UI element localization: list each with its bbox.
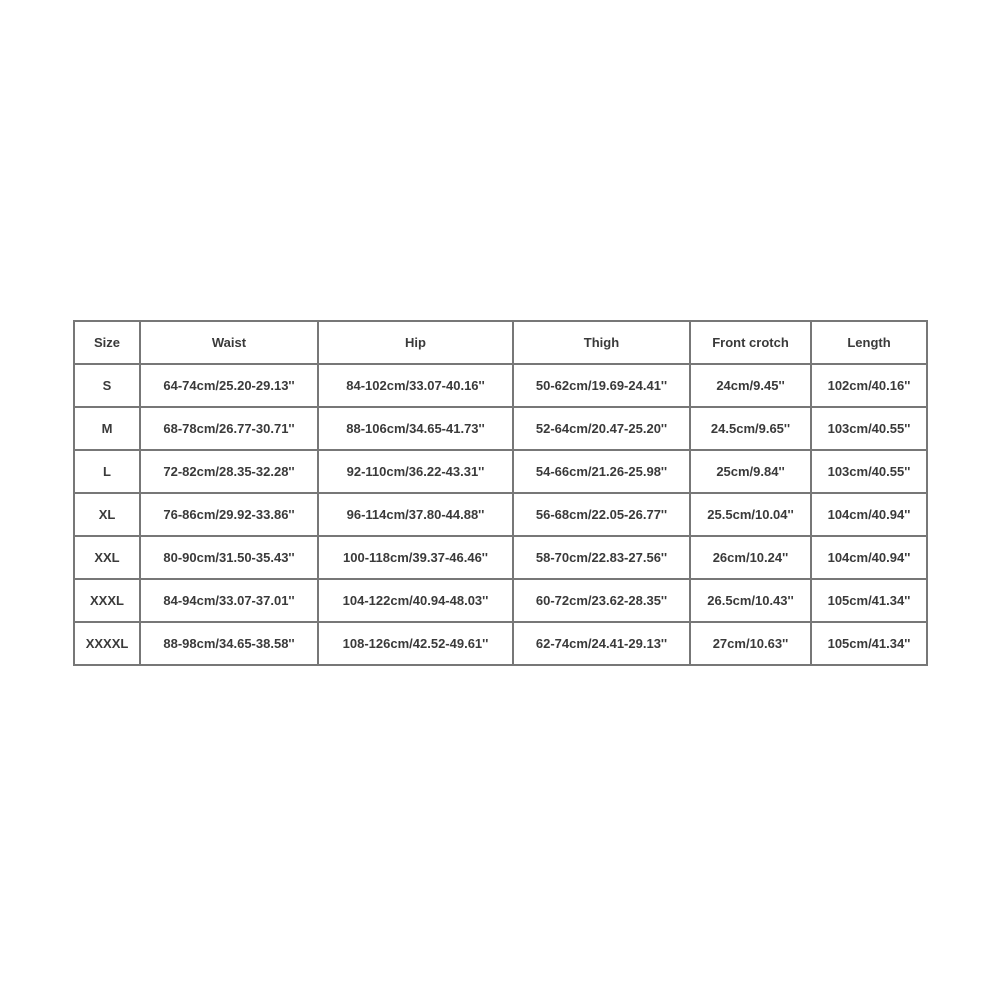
cell-hip: 96-114cm/37.80-44.88'' <box>318 493 513 536</box>
cell-length: 102cm/40.16'' <box>811 364 927 407</box>
cell-length: 104cm/40.94'' <box>811 493 927 536</box>
header-hip: Hip <box>318 321 513 364</box>
cell-hip: 92-110cm/36.22-43.31'' <box>318 450 513 493</box>
cell-front-crotch: 27cm/10.63'' <box>690 622 811 665</box>
table-row <box>74 450 927 493</box>
cell-front-crotch: 26cm/10.24'' <box>690 536 811 579</box>
cell-length: 104cm/40.94'' <box>811 536 927 579</box>
cell-waist: 68-78cm/26.77-30.71'' <box>140 407 318 450</box>
header-thigh: Thigh <box>513 321 690 364</box>
header-size: Size <box>74 321 140 364</box>
cell-front-crotch: 24cm/9.45'' <box>690 364 811 407</box>
cell-size: XL <box>74 493 140 536</box>
cell-thigh: 54-66cm/21.26-25.98'' <box>513 450 690 493</box>
table-row <box>74 407 927 450</box>
cell-length: 105cm/41.34'' <box>811 622 927 665</box>
cell-waist: 88-98cm/34.65-38.58'' <box>140 622 318 665</box>
cell-thigh: 58-70cm/22.83-27.56'' <box>513 536 690 579</box>
cell-length: 103cm/40.55'' <box>811 407 927 450</box>
cell-hip: 108-126cm/42.52-49.61'' <box>318 622 513 665</box>
table-row <box>74 579 927 622</box>
cell-waist: 64-74cm/25.20-29.13'' <box>140 364 318 407</box>
cell-length: 103cm/40.55'' <box>811 450 927 493</box>
cell-size: XXL <box>74 536 140 579</box>
cell-front-crotch: 26.5cm/10.43'' <box>690 579 811 622</box>
cell-size: L <box>74 450 140 493</box>
cell-size: XXXXL <box>74 622 140 665</box>
header-front-crotch: Front crotch <box>690 321 811 364</box>
table-header-row <box>74 321 927 364</box>
table-row <box>74 536 927 579</box>
cell-hip: 88-106cm/34.65-41.73'' <box>318 407 513 450</box>
cell-thigh: 50-62cm/19.69-24.41'' <box>513 364 690 407</box>
cell-thigh: 56-68cm/22.05-26.77'' <box>513 493 690 536</box>
header-length: Length <box>811 321 927 364</box>
cell-thigh: 60-72cm/23.62-28.35'' <box>513 579 690 622</box>
cell-front-crotch: 24.5cm/9.65'' <box>690 407 811 450</box>
cell-thigh: 52-64cm/20.47-25.20'' <box>513 407 690 450</box>
cell-size: M <box>74 407 140 450</box>
cell-front-crotch: 25.5cm/10.04'' <box>690 493 811 536</box>
table-row <box>74 622 927 665</box>
cell-size: XXXL <box>74 579 140 622</box>
cell-waist: 76-86cm/29.92-33.86'' <box>140 493 318 536</box>
cell-thigh: 62-74cm/24.41-29.13'' <box>513 622 690 665</box>
cell-hip: 100-118cm/39.37-46.46'' <box>318 536 513 579</box>
cell-hip: 104-122cm/40.94-48.03'' <box>318 579 513 622</box>
cell-hip: 84-102cm/33.07-40.16'' <box>318 364 513 407</box>
cell-size: S <box>74 364 140 407</box>
cell-front-crotch: 25cm/9.84'' <box>690 450 811 493</box>
cell-waist: 80-90cm/31.50-35.43'' <box>140 536 318 579</box>
cell-waist: 84-94cm/33.07-37.01'' <box>140 579 318 622</box>
header-waist: Waist <box>140 321 318 364</box>
size-chart-table <box>73 320 928 666</box>
table-row <box>74 364 927 407</box>
cell-length: 105cm/41.34'' <box>811 579 927 622</box>
cell-waist: 72-82cm/28.35-32.28'' <box>140 450 318 493</box>
table-row <box>74 493 927 536</box>
